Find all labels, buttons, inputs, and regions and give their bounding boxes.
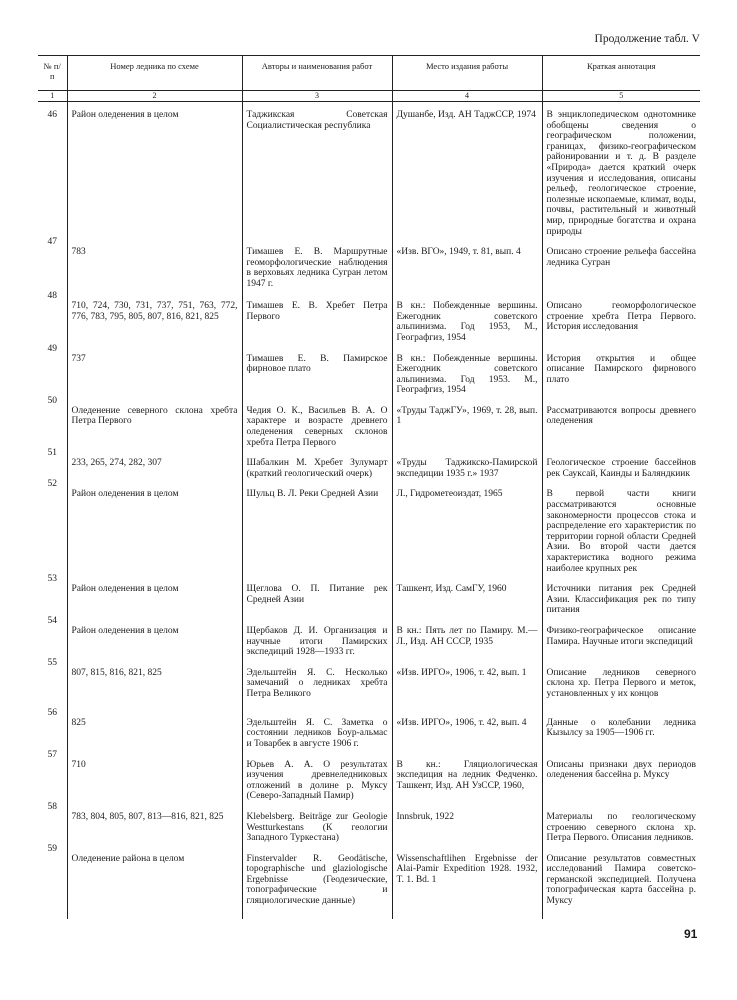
row-number: 46 <box>38 102 67 238</box>
row-number: 52 <box>38 479 67 574</box>
table-body <box>38 102 700 919</box>
work-authors-title: Таджикская Советская Социалистическая республика <box>242 102 392 238</box>
publication-place: «Изв. ИРГО», 1906, т. 42, вып. 1 <box>392 658 542 708</box>
annotation: Геологическое строение бассейнов рек Саукcай, Каинды и Баляндкиик <box>542 448 700 479</box>
glacier-ref: 737 <box>67 344 242 396</box>
annotation: Данные о колебании ледника Кызылсу за 1905—1906 гг. <box>542 708 700 750</box>
work-authors-title: Чедия О. К., Васильев В. А. О характере и возрасте древнего оледенения северных склонов хребта Петра Первого <box>242 396 392 448</box>
table-row <box>38 479 700 574</box>
col-header-glacier: Номер ледника по схеме <box>67 56 242 91</box>
table-row <box>38 448 700 479</box>
publication-place: Ташкент, Изд. СамГУ, 1960 <box>392 574 542 616</box>
glacier-ref: 825 <box>67 708 242 750</box>
work-authors-title: Тимашев Е. В. Хребет Петра Первого <box>242 291 392 343</box>
glacier-ref: 783, 804, 805, 807, 813—816, 821, 825 <box>67 802 242 844</box>
table-row <box>38 102 700 238</box>
table-row <box>38 750 700 802</box>
annotation: Источники питания рек Средней Азии. Классификация рек по типу питания <box>542 574 700 616</box>
work-authors-title: Щеглова О. П. Питание рек Средней Азии <box>242 574 392 616</box>
bibliography-table <box>38 55 700 919</box>
glacier-ref: Район оледенения в целом <box>67 574 242 616</box>
work-authors-title: Finstervalder R. Geodätische, topographische und glaziologische Ergebnisse (Геодезические, топографические и гляциологические данные) <box>242 844 392 919</box>
glacier-ref: Район оледенения в целом <box>67 102 242 238</box>
publication-place: В кн.: Побежденные вершины. Ежегодник советского альпинизма. Год 1953. М., Географгиз, 1954 <box>392 344 542 396</box>
col-index-2: 2 <box>67 91 242 102</box>
annotation: Физико-географическое описание Памира. Научные итоги экспедиций <box>542 616 700 658</box>
glacier-ref: Оледенение района в целом <box>67 844 242 919</box>
row-number: 47 <box>38 237 67 291</box>
table-row <box>38 616 700 658</box>
row-number: 58 <box>38 802 67 844</box>
row-number: 54 <box>38 616 67 658</box>
annotation: Материалы по геологическому строению северного склона хр. Петра Первого. Описания ледников. <box>542 802 700 844</box>
work-authors-title: Шульц В. Л. Реки Средней Азии <box>242 479 392 574</box>
col-header-number: № п/п <box>38 56 67 91</box>
annotation: Описание результатов совместных исследований Памира советско-германской экспедицией. Получена топографическая карта бассейна р. Муксу <box>542 844 700 919</box>
col-index-4: 4 <box>392 91 542 102</box>
publication-place: Innsbruk, 1922 <box>392 802 542 844</box>
col-header-annotation: Краткая аннотация <box>542 56 700 91</box>
glacier-ref: 710 <box>67 750 242 802</box>
work-authors-title: Щербаков Д. И. Организация и научные итоги Памирских экспедиций 1928—1933 гг. <box>242 616 392 658</box>
row-number: 53 <box>38 574 67 616</box>
annotation: Описание ледников северного склона хр. Петра Первого и меток, установленных у их концов <box>542 658 700 708</box>
annotation: В энциклопедическом однотомнике обобщены сведения о географическом положении, границах, физико-географическом районировании и т. д. В разделе «Природа» дается краткий очерк изучения и исследования, описаны рельеф, геологическое строение, полезные ископаемые, климат, воды, почвы, растительный и животный мир, природные богатства и охрана природы <box>542 102 700 238</box>
row-number: 48 <box>38 291 67 343</box>
row-number: 56 <box>38 708 67 750</box>
work-authors-title: Тимашев Е. В. Памирское фирновое плато <box>242 344 392 396</box>
row-number: 59 <box>38 844 67 919</box>
row-number: 55 <box>38 658 67 708</box>
publication-place: В кн.: Пять лет по Памиру. М.—Л., Изд. АН СССР, 1935 <box>392 616 542 658</box>
glacier-ref: 710, 724, 730, 731, 737, 751, 763, 772, 776, 783, 795, 805, 807, 816, 821, 825 <box>67 291 242 343</box>
table-row <box>38 844 700 919</box>
col-header-authors: Авторы и наименования работ <box>242 56 392 91</box>
glacier-ref: 807, 815, 816, 821, 825 <box>67 658 242 708</box>
row-number: 57 <box>38 750 67 802</box>
publication-place: Wissenschaftlihen Ergebnisse der Alai-Pamir Expedition 1928. 1932, T. 1. Bd. 1 <box>392 844 542 919</box>
annotation: Описано геоморфологическое строение хребта Петра Первого. История исследования <box>542 291 700 343</box>
glacier-ref: 783 <box>67 237 242 291</box>
publication-place: «Труды ТаджГУ», 1969, т. 28, вып. 1 <box>392 396 542 448</box>
table-row <box>38 291 700 343</box>
table-caption: Продолжение табл. V <box>594 33 700 45</box>
page-number: 91 <box>684 927 698 941</box>
work-authors-title: Юрьев А. А. О результатах изучения древнеледниковых отложений в долине р. Муксу (Северо-Западный Памир) <box>242 750 392 802</box>
glacier-ref: 233, 265, 274, 282, 307 <box>67 448 242 479</box>
row-number: 50 <box>38 396 67 448</box>
publication-place: В кн.: Гляциологическая экспедиция на ледник Федченко. Ташкент, Изд. АН УзССР, 1960, <box>392 750 542 802</box>
glacier-ref: Район оледенения в целом <box>67 479 242 574</box>
table-row <box>38 396 700 448</box>
publication-place: В кн.: Побежденные вершины. Ежегодник советского альпинизма. Год 1953, М., Географгиз, 1954 <box>392 291 542 343</box>
annotation: В первой части книги рассматриваются основные закономерности процессов стока и распределение его характеристик по территории горной области Средней Азии. Во второй части дается характеристика водного режима наиболее крупных рек <box>542 479 700 574</box>
publication-place: «Труды Таджикско-Памирской экспедиции 1935 г.» 1937 <box>392 448 542 479</box>
publication-place: «Изв. ИРГО», 1906, т. 42, вып. 4 <box>392 708 542 750</box>
col-index-3: 3 <box>242 91 392 102</box>
annotation: История открытия и общее описание Памирского фирнового плато <box>542 344 700 396</box>
table-row <box>38 344 700 396</box>
work-authors-title: Шабалкин М. Хребет Зулумарт (краткий геологический очерк) <box>242 448 392 479</box>
glacier-ref: Район оледенения в целом <box>67 616 242 658</box>
work-authors-title: Klebelsberg. Beiträge zur Geologie Westturkestans (К геологии Западного Туркестана) <box>242 802 392 844</box>
col-index-1: 1 <box>38 91 67 102</box>
table-row <box>38 708 700 750</box>
col-index-5: 5 <box>542 91 700 102</box>
col-header-place: Место издания работы <box>392 56 542 91</box>
annotation: Описано строение рельефа бассейна ледника Сугран <box>542 237 700 291</box>
annotation: Описаны признаки двух периодов оледенения бассейна р. Муксу <box>542 750 700 802</box>
publication-place: Душанбе, Изд. АН ТаджССР, 1974 <box>392 102 542 238</box>
publication-place: «Изв. ВГО», 1949, т. 81, вып. 4 <box>392 237 542 291</box>
glacier-ref: Оледенение северного склона хребта Петра Первого <box>67 396 242 448</box>
table-row <box>38 658 700 708</box>
publication-place: Л., Гидрометеоиздат, 1965 <box>392 479 542 574</box>
table-row <box>38 574 700 616</box>
table-row <box>38 237 700 291</box>
annotation: Рассматриваются вопросы древнего оледенения <box>542 396 700 448</box>
work-authors-title: Эдельштейн Я. С. Заметка о состоянии ледников Боур-альмас и Товарбек в августе 1906 г. <box>242 708 392 750</box>
work-authors-title: Тимашев Е. В. Маршрутные геоморфологические наблюдения в верховьях ледника Сугран летом 1947 г. <box>242 237 392 291</box>
table-row <box>38 802 700 844</box>
row-number: 49 <box>38 344 67 396</box>
row-number: 51 <box>38 448 67 479</box>
work-authors-title: Эдельштейн Я. С. Несколько замечаний о ледниках хребта Петра Великого <box>242 658 392 708</box>
